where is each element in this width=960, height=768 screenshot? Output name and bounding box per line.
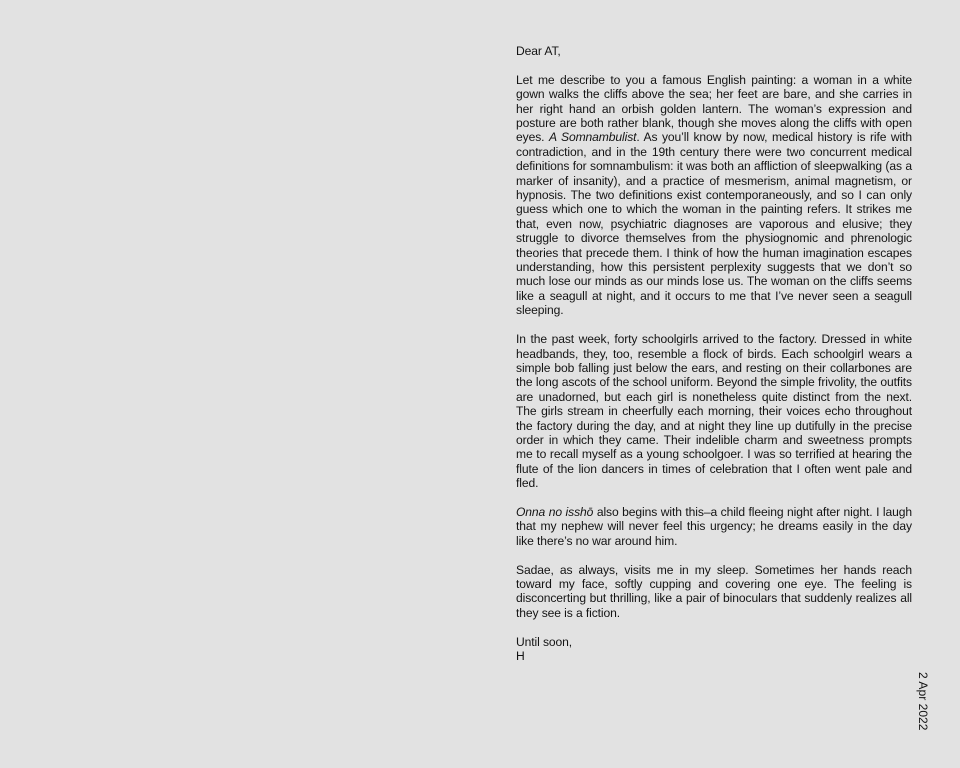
letter-paragraphs [516, 73, 912, 620]
letter-body [516, 44, 912, 663]
paragraph-text: Sadae, as always, visits me in my sleep. Sometimes her hands reach toward my face, softly cupping and covering one eye. The feeling is disconcerting but thrilling, like a pair of binoculars that suddenly realizes all they see is a fiction. [516, 562, 912, 620]
letter-date: 2 Apr 2022 [916, 672, 930, 731]
letter-paragraph [516, 505, 912, 548]
letter-paragraph [516, 73, 912, 318]
letter-paragraph [516, 563, 912, 621]
paragraph-text: also begins with this–a child fleeing night after night. I laugh that my nephew will never feel this urgency; he dreams easily in the day like there’s no war around him. [516, 504, 912, 548]
salutation: Dear AT, [516, 44, 561, 58]
closing: Until soon, [516, 634, 573, 649]
italic-title: A Somnambulist [548, 130, 637, 145]
italic-title: Onna no isshō [516, 504, 594, 519]
signature: H [516, 648, 525, 663]
paragraph-text: In the past week, forty schoolgirls arrived to the factory. Dressed in white headbands, they, too, resemble a flock of birds. Each schoolgirl wears a simple bob falling just below the ears, and resting on their collarbones are the long ascots of the school uniform. Beyond the simple frivolity, the outfits are unadorned, but each girl is nonetheless quite distinct from the next. The girls stream in cheerfully each morning, their voices echo throughout the factory during the day, and at night they line up dutifully in the precise order in which they came. Their indelible charm and sweetness prompts me to recall myself as a young schoolgoer. I was so terrified at hearing the flute of the lion dancers in times of celebration that I often went pale and fled. [516, 332, 912, 491]
paragraph-text: . As you’ll know by now, medical history is rife with contradiction, and in the 19th century there were two concurrent medical definitions for somnambulism: it was both an affliction of sleepwalking (as a marker of insanity), and a practice of mesmerism, animal magnetism, or hypnosis. The two definitions exist contemporaneously, and so I can only guess which one to which the woman in the painting refers. It strikes me that, even now, psychiatric diagnoses are vaporous and elusive; they struggle to divorce themselves from the physiognomic and phrenologic theories that precede them. I think of how the human imagination escapes understanding, how this persistent perplexity suggests that we don’t so much lose our minds as our minds lose us. The woman on the cliffs seems like a seagull at night, and it occurs to me that I’ve never seen a seagull sleeping. [516, 130, 912, 318]
letter-paragraph [516, 332, 912, 490]
paragraph-text: Let me describe to you a famous English painting: a woman in a white gown walks the cliffs above the sea; her feet are bare, and she carries in her right hand an orbish golden lantern. The woman’s expression and posture are both rather blank, though she moves along the cliffs with open eyes. [516, 72, 912, 145]
